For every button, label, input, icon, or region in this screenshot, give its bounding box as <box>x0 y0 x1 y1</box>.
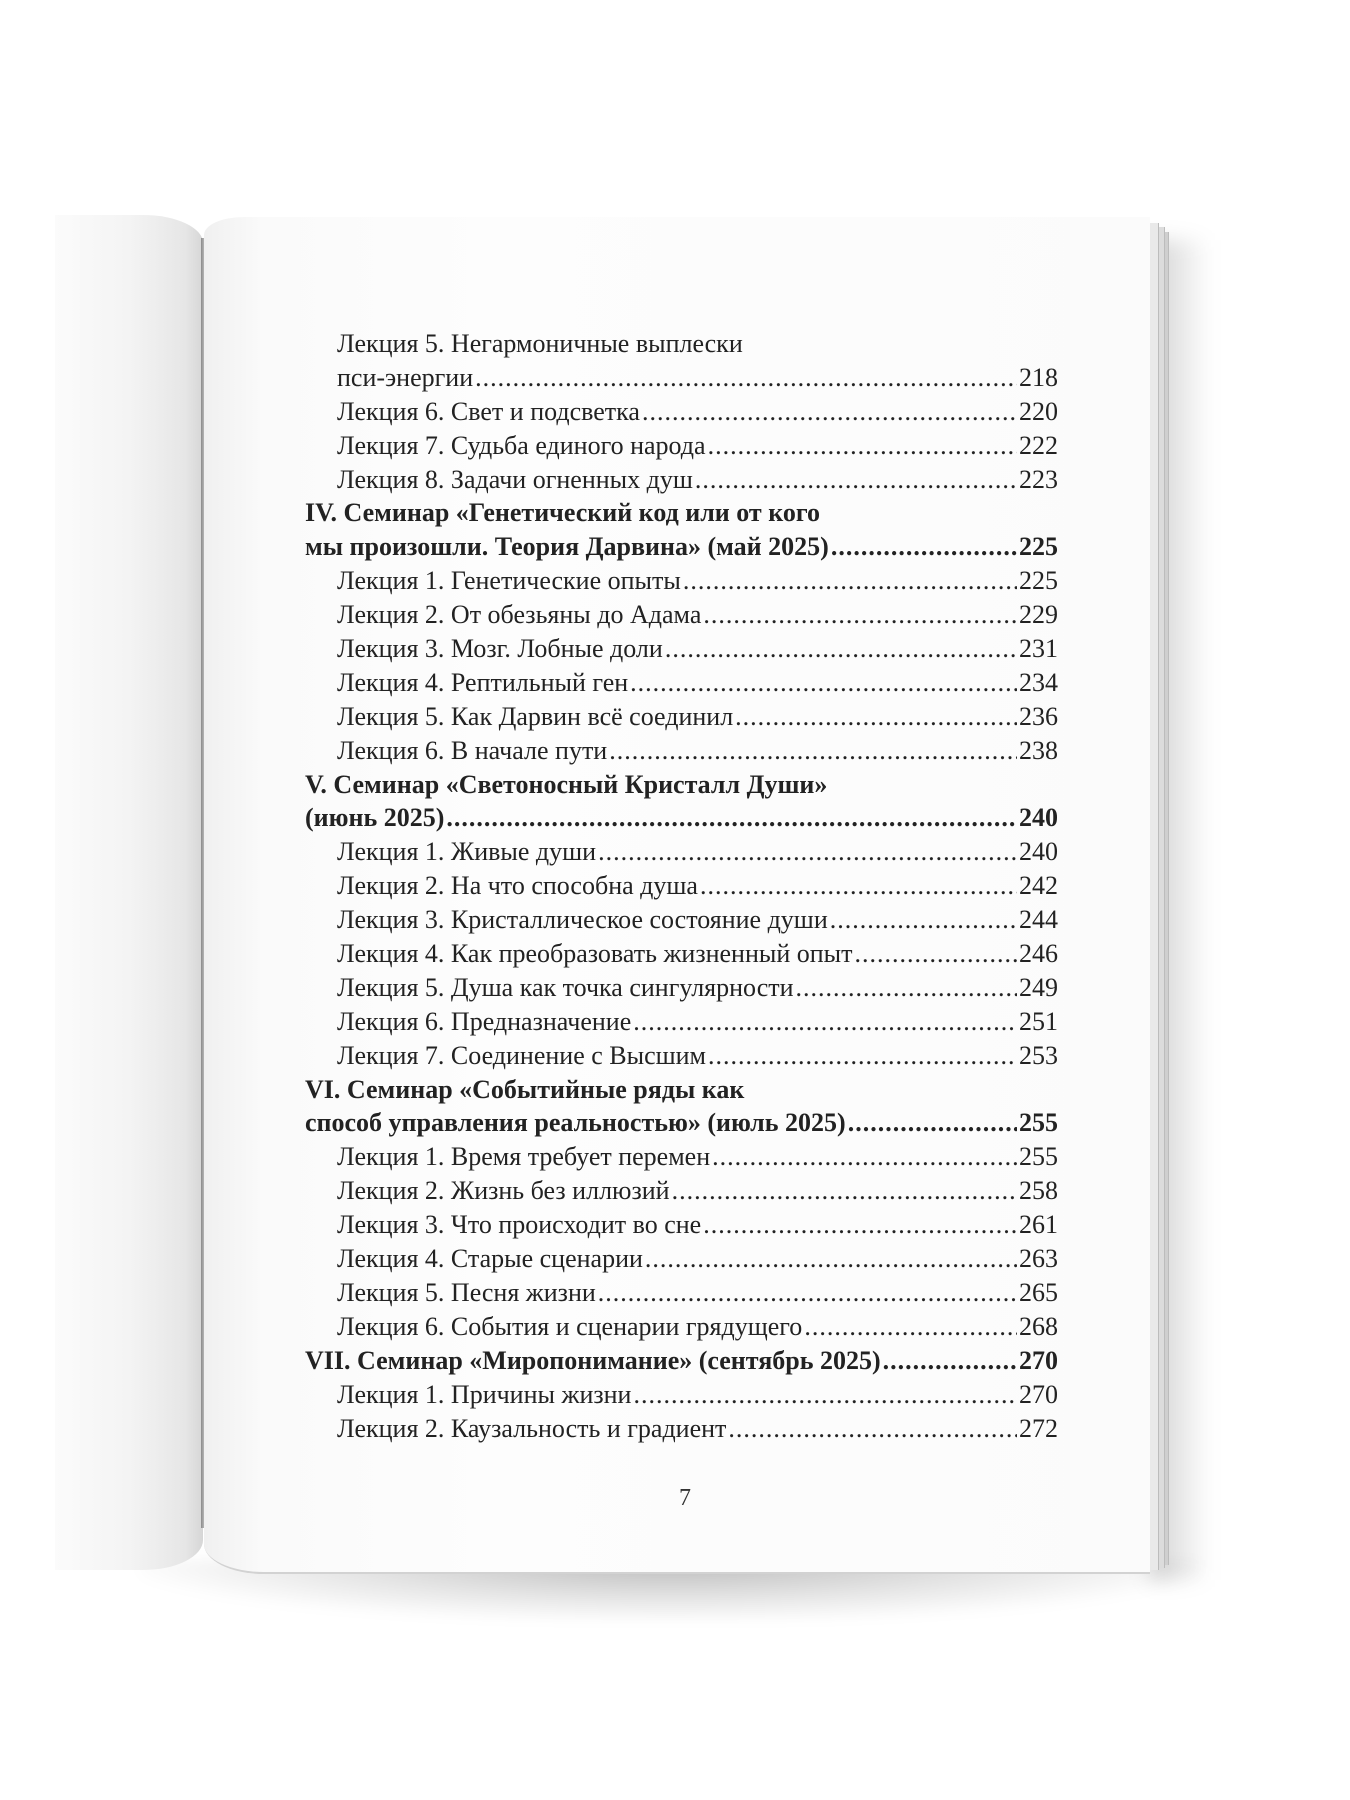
toc-lecture-line <box>305 666 1058 700</box>
toc-entry-title: Лекция 4. Как преобразовать жизненный опыт <box>337 939 853 969</box>
toc-entry-title: Лекция 2. На что способна душа <box>337 871 698 901</box>
toc-lecture-line <box>305 869 1058 903</box>
toc-entry-title: Лекция 7. Соединение с Высшим <box>337 1040 707 1070</box>
toc-entry-page: 231 <box>1019 634 1058 664</box>
toc-entry-page: 220 <box>1019 396 1058 426</box>
toc-entry-page: 255 <box>1019 1108 1058 1138</box>
toc-lecture-line <box>305 700 1058 734</box>
toc-leader-dots <box>708 1039 1017 1073</box>
book-spine <box>201 238 204 1528</box>
page-edge <box>1158 227 1165 1568</box>
toc-entry-title: пси-энергии <box>337 362 474 392</box>
toc-entry-title: Лекция 6. Свет и подсветка <box>337 396 640 426</box>
toc-entry-page: 240 <box>1019 837 1058 867</box>
toc-lecture-line <box>305 937 1058 971</box>
toc-leader-dots <box>728 1412 1017 1446</box>
toc-leader-dots <box>848 1106 1017 1140</box>
toc-entry-page: 244 <box>1019 905 1058 935</box>
toc-entry-page: 246 <box>1019 939 1058 969</box>
toc-entry-page: 265 <box>1019 1277 1058 1307</box>
toc-entry-title: Лекция 3. Мозг. Лобные доли <box>337 634 663 664</box>
toc-lecture-line <box>305 361 1058 395</box>
toc-entry-title: Лекция 1. Генетические опыты <box>337 566 681 596</box>
toc-lecture-line <box>305 1276 1058 1310</box>
toc-leader-dots <box>703 598 1017 632</box>
table-of-contents <box>305 327 1058 1445</box>
toc-leader-dots <box>609 734 1017 768</box>
toc-lecture-line <box>305 1412 1058 1446</box>
toc-leader-dots <box>665 632 1017 666</box>
toc-entry-page: 223 <box>1019 464 1058 494</box>
toc-lecture-line <box>305 463 1058 497</box>
toc-section-line <box>305 496 1058 530</box>
toc-leader-dots <box>804 1310 1017 1344</box>
toc-entry-title: способ управления реальностью» (июль 2025) <box>305 1108 846 1138</box>
toc-entry-page: 268 <box>1019 1311 1058 1341</box>
toc-leader-dots <box>830 903 1017 937</box>
toc-entry-title: IV. Семинар «Генетический код или от кого <box>305 498 820 528</box>
toc-leader-dots <box>883 1344 1017 1378</box>
toc-entry-page: 258 <box>1019 1176 1058 1206</box>
toc-leader-dots <box>630 666 1017 700</box>
toc-lecture-line <box>305 971 1058 1005</box>
toc-section-line <box>305 1106 1058 1140</box>
toc-entry-title: Лекция 3. Кристаллическое состояние души <box>337 905 828 935</box>
toc-leader-dots <box>708 429 1017 463</box>
toc-entry-title: Лекция 2. Каузальность и градиент <box>337 1413 727 1443</box>
toc-lecture-line <box>305 835 1058 869</box>
toc-entry-title: Лекция 1. Живые души <box>337 837 597 867</box>
toc-entry-title: мы произошли. Теория Дарвина» (май 2025) <box>305 532 829 562</box>
toc-entry-title: Лекция 4. Рептильный ген <box>337 667 629 697</box>
toc-lecture-line <box>305 395 1058 429</box>
toc-section-line <box>305 1073 1058 1107</box>
toc-entry-title: VI. Семинар «Событийные ряды как <box>305 1074 745 1104</box>
toc-section-line <box>305 801 1058 835</box>
toc-leader-dots <box>831 530 1017 564</box>
toc-leader-dots <box>633 1005 1017 1039</box>
toc-leader-dots <box>712 1140 1017 1174</box>
toc-leader-dots <box>700 869 1017 903</box>
toc-lecture-line <box>305 1310 1058 1344</box>
toc-lecture-line <box>305 1039 1058 1073</box>
toc-entry-page: 225 <box>1019 566 1058 596</box>
toc-entry-title: Лекция 1. Время требует перемен <box>337 1142 711 1172</box>
toc-entry-title: Лекция 4. Старые сценарии <box>337 1244 643 1274</box>
toc-leader-dots <box>598 835 1017 869</box>
toc-lecture-line <box>305 1242 1058 1276</box>
toc-entry-title: Лекция 6. В начале пути <box>337 735 608 765</box>
toc-entry-page: 270 <box>1019 1379 1058 1409</box>
toc-entry-title: Лекция 5. Негармоничные выплески <box>337 329 743 358</box>
toc-leader-dots <box>703 1208 1017 1242</box>
toc-entry-title: Лекция 2. Жизнь без иллюзий <box>337 1176 670 1206</box>
toc-lecture-line <box>305 1140 1058 1174</box>
toc-lecture-line <box>305 1005 1058 1039</box>
toc-entry-page: 253 <box>1019 1040 1058 1070</box>
toc-leader-dots <box>642 395 1017 429</box>
page-number: 7 <box>679 1485 691 1511</box>
toc-entry-page: 238 <box>1019 735 1058 765</box>
toc-entry-title: V. Семинар «Светоносный Кристалл Души» <box>305 769 828 799</box>
toc-lecture-line <box>305 327 1058 361</box>
toc-entry-page: 229 <box>1019 600 1058 630</box>
toc-leader-dots <box>598 1276 1017 1310</box>
toc-lecture-line <box>305 903 1058 937</box>
toc-entry-page: 236 <box>1019 701 1058 731</box>
toc-entry-title: Лекция 8. Задачи огненных душ <box>337 464 693 494</box>
toc-lecture-line <box>305 429 1058 463</box>
toc-entry-page: 218 <box>1019 362 1058 392</box>
toc-lecture-line <box>305 734 1058 768</box>
toc-entry-page: 225 <box>1019 532 1058 562</box>
toc-entry-title: Лекция 5. Как Дарвин всё соединил <box>337 701 734 731</box>
toc-entry-title: Лекция 6. Предназначение <box>337 1006 632 1036</box>
toc-entry-title: Лекция 6. События и сценарии грядущего <box>337 1311 803 1341</box>
toc-entry-title: Лекция 5. Душа как точка сингулярности <box>337 972 794 1002</box>
toc-entry-page: 270 <box>1019 1345 1058 1375</box>
toc-section-line <box>305 1344 1058 1378</box>
toc-leader-dots <box>672 1174 1017 1208</box>
toc-lecture-line <box>305 1208 1058 1242</box>
toc-lecture-line <box>305 1378 1058 1412</box>
toc-leader-dots <box>695 463 1017 497</box>
toc-entry-title: VII. Семинар «Миропонимание» (сентябрь 2025) <box>305 1345 881 1375</box>
toc-section-line <box>305 768 1058 802</box>
toc-leader-dots <box>796 971 1017 1005</box>
toc-leader-dots <box>735 700 1017 734</box>
toc-lecture-line <box>305 1174 1058 1208</box>
toc-leader-dots <box>855 937 1017 971</box>
toc-entry-page: 261 <box>1019 1210 1058 1240</box>
toc-entry-title: (июнь 2025) <box>305 803 445 833</box>
toc-entry-title: Лекция 5. Песня жизни <box>337 1277 596 1307</box>
toc-lecture-line <box>305 598 1058 632</box>
toc-entry-title: Лекция 1. Причины жизни <box>337 1379 632 1409</box>
toc-entry-page: 251 <box>1019 1006 1058 1036</box>
toc-entry-page: 249 <box>1019 972 1058 1002</box>
toc-section-line <box>305 530 1058 564</box>
toc-leader-dots <box>645 1242 1017 1276</box>
toc-leader-dots <box>633 1378 1017 1412</box>
toc-entry-page: 222 <box>1019 430 1058 460</box>
toc-lecture-line <box>305 632 1058 666</box>
toc-entry-title: Лекция 2. От обезьяны до Адама <box>337 600 702 630</box>
toc-entry-page: 255 <box>1019 1142 1058 1172</box>
toc-leader-dots <box>683 564 1017 598</box>
toc-entry-page: 272 <box>1019 1413 1058 1443</box>
toc-entry-title: Лекция 3. Что происходит во сне <box>337 1210 702 1240</box>
left-page <box>55 215 203 1570</box>
toc-entry-page: 263 <box>1019 1244 1058 1274</box>
toc-lecture-line <box>305 564 1058 598</box>
toc-entry-page: 240 <box>1019 803 1058 833</box>
page-edge <box>1150 223 1159 1570</box>
toc-entry-page: 242 <box>1019 871 1058 901</box>
toc-entry-title: Лекция 7. Судьба единого народа <box>337 430 706 460</box>
toc-entry-page: 234 <box>1019 667 1058 697</box>
toc-leader-dots <box>446 801 1017 835</box>
toc-leader-dots <box>475 361 1017 395</box>
